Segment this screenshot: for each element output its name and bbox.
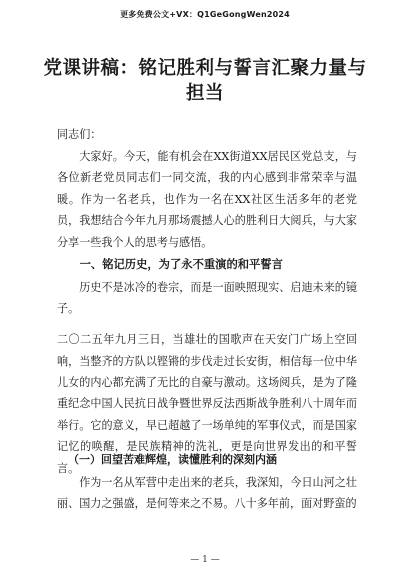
parade-paragraph: 二〇二五年九月三日，当雄壮的国歌声在天安门广场上空回响，当整齐的方队以铿锵的步伐走过长安街，相信每一位中华儿女的内心都充满了无比的自豪与激动。这场阅兵，是为了隆重纪念中国人民抗日战争暨世界反法西斯战争胜利八十周年而举行。它的意义，早已超越了一场单纯的军事仪式，而是国家记忆的唤醒，是民族精神的洗礼，更是向世界发出的和平誓言。 [57, 333, 357, 475]
page-number: — 1 — [190, 555, 220, 565]
section-heading-1: 一、铭记历史，为了永不重演的和平誓言 [79, 258, 283, 271]
history-paragraph: 历史不是冰冷的卷宗，而是一面映照现实、启迪未来的镜子。 [57, 281, 357, 316]
veteran-paragraph: 作为一名从军营中走出来的老兵，我深知，今日山河之壮丽、国力之强盛，是何等来之不易。八十多年前，面对野蛮的 [57, 476, 357, 511]
greeting: 同志们： [57, 128, 102, 141]
document-title: 党课讲稿：铭记胜利与誓言汇聚力量与担当 [43, 58, 367, 104]
subsection-heading-1: （一）回望苦难辉煌，读懂胜利的深刻内涵 [68, 453, 277, 466]
intro-paragraph: 大家好。今天，能有机会在XX街道XX居民区党总支，与各位新老党员同志们一同交流，我的内心感到非常荣幸与温暖。作为一名老兵，也作为一名在XX社区生活多年的老党员，我想结合今年九月那场震撼人心的胜利日大阅兵，与大家分享一些我个人的思考与感悟。 [57, 150, 357, 249]
header-banner: 更多免费公文+VX：Q1GeGongWen2024 [120, 10, 290, 19]
